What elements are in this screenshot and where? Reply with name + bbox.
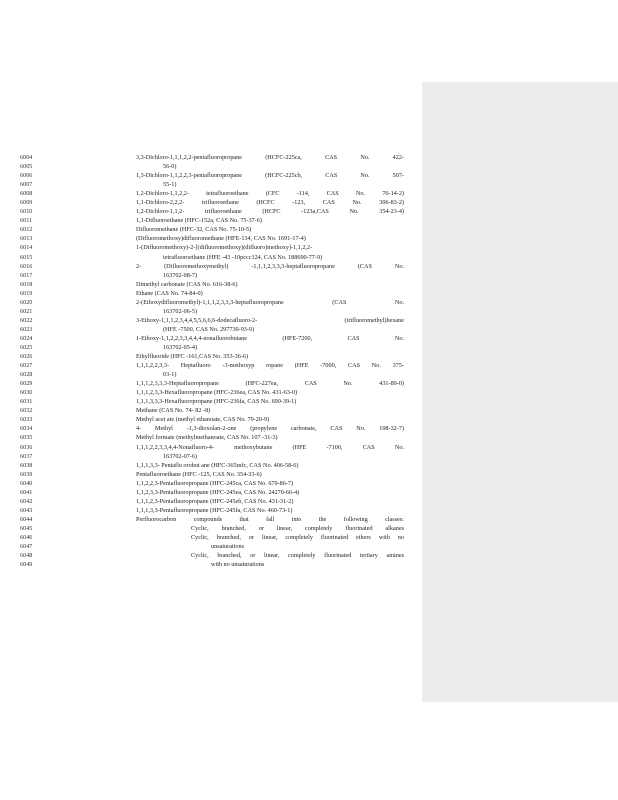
line-number: 6007 [20, 181, 33, 189]
line-text: Methyl acet ate (methyl ethanoate, CAS No. 79-20-9) [136, 416, 270, 424]
line-number: 6011 [20, 217, 33, 225]
line-text: 1,1,1,2,3,3-Hexafluoropropane (HFC-236ea, CAS No. 431-63-0) [136, 389, 298, 397]
line-number: 6009 [20, 199, 33, 207]
line-text: 1,1,1,2,2,3,3,4,4-Nonafluoro-4- methoxybutane (HFE -7100, CAS No. [136, 443, 404, 451]
line-text: 03-1) [163, 371, 177, 379]
line-text: 3,3-Dichloro-1,1,1,2,2-pentafluoropropane (HCFC-225ca, CAS No. 422- [136, 154, 404, 161]
text-line [20, 189, 420, 198]
line-number: 6035 [20, 434, 33, 442]
text-line [20, 361, 420, 370]
line-number: 6015 [20, 253, 33, 261]
text-line [20, 406, 420, 415]
line-text: 55-1) [163, 181, 177, 189]
text-line [20, 470, 420, 479]
line-number: 6029 [20, 380, 33, 388]
line-number: 6049 [20, 561, 33, 569]
line-text: 1,1-Dichloro-2,2,2- trifluoroethane (HCFC -123, CAS No. 306-83-2) [136, 199, 404, 207]
line-text: 163702-05-4) [163, 343, 198, 351]
line-text: 1,1,1,3,3-Pentafluoropropane (HFC-245fa, CAS No. 460-73-1) [136, 506, 293, 514]
line-text: (Difluoromethoxy)difluoromethane (HFE-134, CAS No. 1691-17-4) [136, 235, 306, 243]
line-text: 1,1,1,2,3-Pentafluoropropane (HFC-245eb, CAS No. 431-31-2) [136, 497, 294, 505]
text-line [20, 515, 420, 524]
text-line [20, 488, 420, 497]
text-line [20, 443, 420, 452]
text-line [20, 397, 420, 406]
line-text: 1-Ethoxy-1,1,2,2,3,3,4,4,4-nonafluorobutane (HFE-7200, CAS No. [136, 334, 404, 342]
line-text: 1-(Difluoromethoxy)-2-[(difluoromethoxy)(difluoro)methoxy]-1,1,2,2- [136, 244, 313, 252]
line-text: 2- (Difluoromethoxymethyl) -1,1,1,2,3,3,3-heptafluoropropane (CAS No. [136, 262, 404, 270]
line-number: 6016 [20, 262, 33, 270]
line-number: 6031 [20, 398, 33, 406]
line-number: 6042 [20, 497, 33, 505]
text-line [20, 289, 420, 298]
line-number: 6017 [20, 271, 33, 279]
line-text: 1,1,1,2,3,3,3-Heptafluoropropane (HFC-227ea, CAS No. 431-89-0) [136, 380, 404, 388]
line-number: 6004 [20, 154, 33, 161]
line-number: 6006 [20, 172, 33, 180]
line-text: 1,1,1,3,3,3-Hexafluoropropane (HFC-236fa, CAS No. 690-39-1) [136, 398, 297, 406]
line-text: 1,1,1,3,3- Pentaflu orobut ane (HFC-365mfc, CAS No. 406-58-6) [136, 461, 299, 469]
line-text: 2-(Ethoxydifluoromethyl)-1,1,1,2,3,3,3-heptafluoropropane (CAS No. [136, 298, 404, 306]
text-line [20, 533, 420, 542]
line-number: 6040 [20, 479, 33, 487]
text-line [20, 415, 420, 424]
text-line [20, 234, 420, 243]
line-number: 6010 [20, 208, 33, 216]
line-number: 6022 [20, 316, 33, 324]
line-number: 6043 [20, 506, 33, 514]
line-number: 6013 [20, 235, 33, 243]
text-line [20, 388, 420, 397]
line-number: 6044 [20, 515, 33, 523]
line-text: Difluoromethane (HFC-32, CAS No. 75-10-5) [136, 226, 252, 234]
line-number: 6020 [20, 298, 33, 306]
text-line [20, 343, 420, 352]
text-line [20, 207, 420, 216]
text-line [20, 560, 420, 569]
text-line [20, 433, 420, 442]
text-line [20, 452, 420, 461]
text-line [20, 243, 420, 252]
line-text: 56-0) [163, 163, 177, 171]
line-number: 6018 [20, 280, 33, 288]
document-body [20, 153, 420, 569]
text-line [20, 262, 420, 271]
text-line [20, 171, 420, 180]
line-number: 6034 [20, 425, 33, 433]
text-line [20, 271, 420, 280]
text-line [20, 307, 420, 316]
line-text: unsaturations [211, 543, 244, 551]
line-number: 6026 [20, 353, 33, 361]
line-number: 6037 [20, 452, 33, 460]
line-number: 6048 [20, 552, 33, 560]
text-line [20, 379, 420, 388]
line-text: Cyclic, branched, or linear, completely fluorinated tertiary amines [191, 552, 404, 560]
comment-pane [422, 82, 618, 702]
line-text: 1,2-Dichloro-1,1,2,2- tetrafluoroethane (CFC -114, CAS No. 76-14-2) [136, 190, 404, 198]
text-line [20, 352, 420, 361]
line-number: 6024 [20, 334, 33, 342]
text-line [20, 180, 420, 189]
line-text: 1,1,2,2,3-Pentafluoropropane (HFC-245ca, CAS No. 679-86-7) [136, 479, 294, 487]
text-line [20, 542, 420, 551]
line-number: 6027 [20, 362, 33, 370]
line-number: 6046 [20, 533, 33, 541]
text-line [20, 325, 420, 334]
text-line [20, 225, 420, 234]
line-text: Ethane (CAS No. 74-84-0) [136, 289, 203, 297]
line-text: Ethylfluoride (HFC -161,CAS No. 353-36-6) [136, 353, 249, 361]
line-text: Cyclic, branched, or linear, completely fluorinated alkanes [191, 524, 404, 532]
line-number: 6005 [20, 163, 33, 171]
line-number: 6008 [20, 190, 33, 198]
line-number: 6025 [20, 343, 33, 351]
line-number: 6038 [20, 461, 33, 469]
line-text: Cyclic, branched, or linear, completely fluorinated ethers with no [191, 533, 404, 541]
line-number: 6028 [20, 371, 33, 379]
line-number: 6036 [20, 443, 33, 451]
text-line [20, 506, 420, 515]
line-number: 6021 [20, 307, 33, 315]
text-line [20, 253, 420, 262]
line-text: with no unsaturations [211, 561, 265, 569]
line-text: 163702-07-6) [163, 452, 198, 460]
text-line [20, 316, 420, 325]
line-number: 6047 [20, 543, 33, 551]
line-text: 4- Methyl -1,3-dioxolan-2-one (propylene carbonate, CAS No. 108-32-7) [136, 425, 404, 433]
line-text: 3-Ethoxy-1,1,1,2,3,4,4,5,5,6,6,6-dodecafluoro-2- (trifluoromethyl)hexane [136, 316, 404, 324]
line-text: 1,1,2,3,3-Pentafluoropropane (HFC-245ea, CAS No. 24270-66-4) [136, 488, 300, 496]
line-text: 163702-06-5) [163, 307, 198, 315]
line-text: Dimethyl carbonate (CAS No. 616-38-6) [136, 280, 238, 288]
line-number: 6012 [20, 226, 33, 234]
text-line [20, 479, 420, 488]
text-line [20, 162, 420, 171]
text-line [20, 524, 420, 533]
line-text: Methane (CAS No. 74- 82 -8) [136, 407, 211, 415]
line-number: 6014 [20, 244, 33, 252]
text-line [20, 424, 420, 433]
text-line [20, 298, 420, 307]
line-number: 6045 [20, 524, 33, 532]
text-line [20, 497, 420, 506]
line-number: 6030 [20, 389, 33, 397]
line-number: 6039 [20, 470, 33, 478]
line-text: Perfluorocarbon compounds that fall into the following classes: [136, 515, 404, 523]
text-line [20, 461, 420, 470]
line-text: 1,3-Dichloro-1,1,2,2,3-pentafluoropropane (HCFC-225cb, CAS No. 507- [136, 172, 404, 180]
text-line [20, 370, 420, 379]
line-number: 6019 [20, 289, 33, 297]
line-text: 1,2-Dichloro-1,1,2- trifluoroethane (HCFC -123a,CAS No. 354-23-4) [136, 208, 404, 216]
line-text: 1,1-Difluoroethane (HFC-152a, CAS No. 75-37-6) [136, 217, 262, 225]
line-text: (HFE -7500, CAS No. 297730-93-9) [163, 325, 255, 333]
line-number: 6041 [20, 488, 33, 496]
line-text: Methyl formate (methylmethanoate, CAS No. 107 -31-3) [136, 434, 278, 442]
text-line [20, 334, 420, 343]
line-text: Pentafluoroethane (HFC -125, CAS No. 354-33-6) [136, 470, 262, 478]
text-line [20, 153, 420, 162]
line-number: 6033 [20, 416, 33, 424]
line-number: 6032 [20, 407, 33, 415]
text-line [20, 280, 420, 289]
text-line [20, 551, 420, 560]
line-text: 163702-08-7) [163, 271, 198, 279]
line-text: 1,1,1,2,2,3,3- Heptafluoro -3-methoxyp ropane (HFE -7000, CAS No. 375- [136, 362, 404, 370]
text-line [20, 216, 420, 225]
line-text: tetrafluoroethane (HFE -43 -10pccc124, CAS No. 188690-77-9) [163, 253, 323, 261]
text-line [20, 198, 420, 207]
line-number: 6023 [20, 325, 33, 333]
